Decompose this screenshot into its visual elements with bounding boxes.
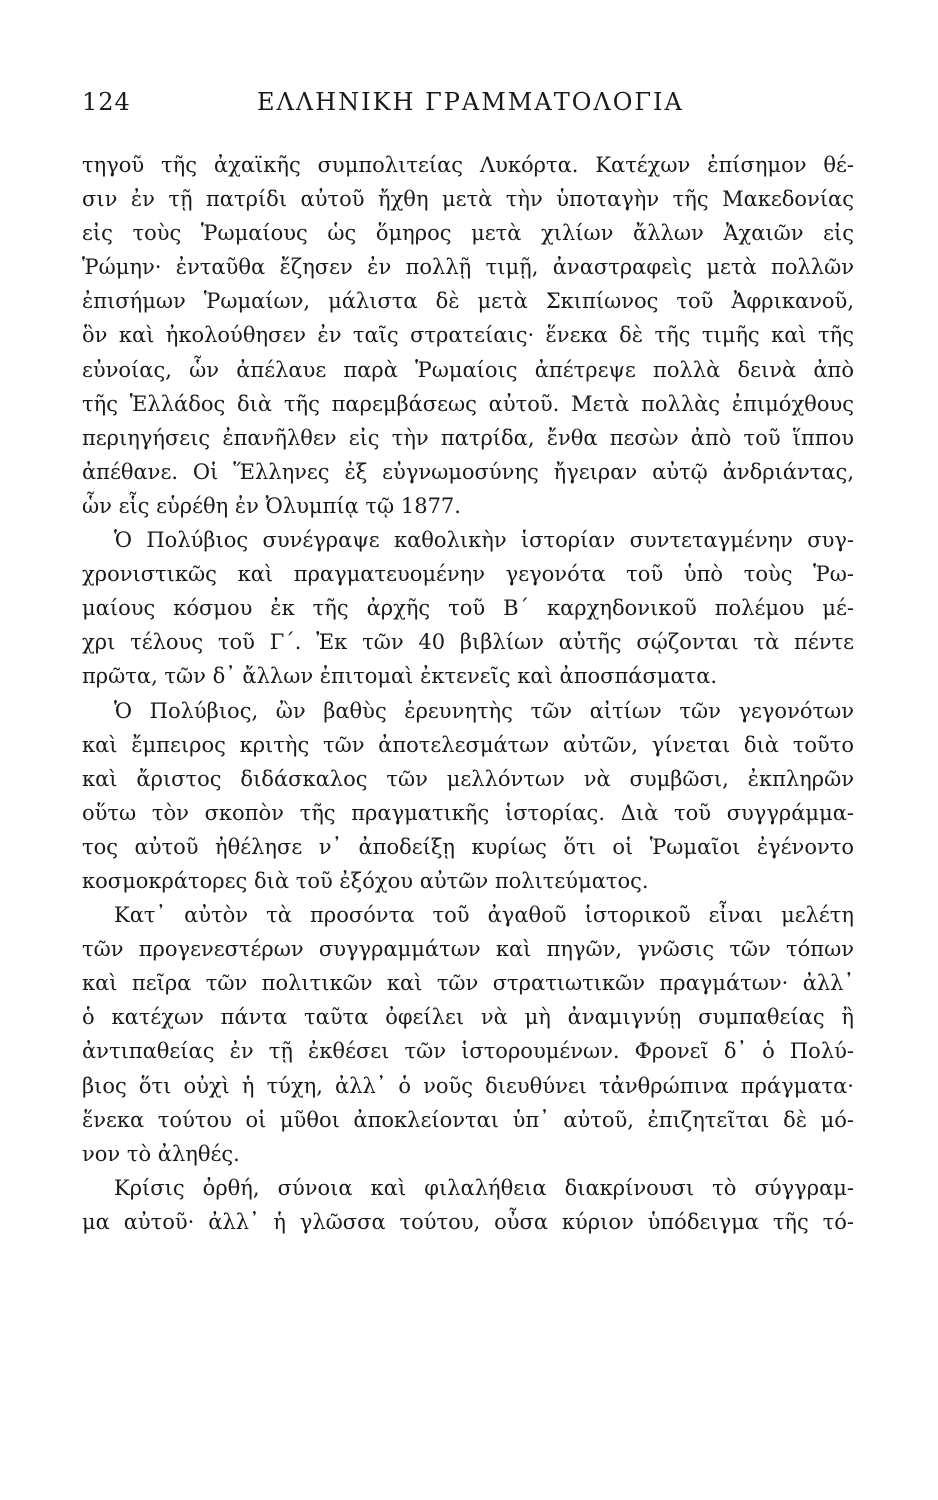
text-line: εἰς τοὺς Ῥωμαίους ὡς ὅμηρος μετὰ χιλίων ἄλλων Ἀχαιῶν εἰς [82,221,854,246]
paragraph [82,898,854,1171]
text-line: ὧν εἷς εὑρέθη ἐν Ὀλυμπίᾳ τῷ 1877. [82,493,461,518]
text-line: Ὁ Πολύβιος συνέγραψε καθολικὴν ἱστορίαν συντεταγμένην συγ- [114,528,854,553]
text-line: ὃν καὶ ἠκολούθησεν ἐν ταῖς στρατείαις· ἕνεκα δὲ τῆς τιμῆς καὶ τῆς [82,323,854,348]
text-line: εὐνοίας, ὧν ἀπέλαυε παρὰ Ῥωμαίοις ἀπέτρεψε πολλὰ δεινὰ ἀπὸ [82,357,854,382]
text-line: ὁ κατέχων πάντα ταῦτα ὀφείλει νὰ μὴ ἀναμιγνύῃ συμπαθείας ἢ [82,1005,854,1030]
text-line: κοσμοκράτορες διὰ τοῦ ἐξόχου αὐτῶν πολιτεύματος. [82,868,649,893]
page-number: 124 [82,88,131,116]
text-line: Κρίσις ὀρθή, σύνοια καὶ φιλαλήθεια διακρίνουσι τὸ σύγγραμ- [114,1175,854,1200]
text-line: οὕτω τὸν σκοπὸν τῆς πραγματικῆς ἱστορίας. Διὰ τοῦ συγγράμμα- [82,800,854,825]
text-line: καὶ ἄριστος διδάσκαλος τῶν μελλόντων νὰ συμβῶσι, ἐκπληρῶν [82,766,854,791]
text-line: σιν ἐν τῇ πατρίδι αὐτοῦ ἤχθη μετὰ τὴν ὑποταγὴν τῆς Μακεδονίας [82,187,854,212]
page-header [82,88,852,128]
text-line: τος αὐτοῦ ἠθέλησε ν᾽ ἀποδείξῃ κυρίως ὅτι οἱ Ῥωμαῖοι ἐγένοντο [82,834,854,859]
text-line: Ῥώμην· ἐνταῦθα ἔζησεν ἐν πολλῇ τιμῇ, ἀναστραφεὶς μετὰ πολλῶν [82,255,854,280]
running-title: ΕΛΛΗΝΙΚΗ ΓΡΑΜΜΑΤΟΛΟΓΙΑ [257,88,684,116]
text-line: χρι τέλους τοῦ Γ΄. Ἐκ τῶν 40 βιβλίων αὐτῆς σῴζονται τὰ πέντε [82,630,854,655]
text-line: τῶν προγενεστέρων συγγραμμάτων καὶ πηγῶν, γνῶσις τῶν τόπων [82,937,854,962]
text-line: Κατ᾽ αὐτὸν τὰ προσόντα τοῦ ἀγαθοῦ ἱστορικοῦ εἶναι μελέτη [114,903,854,928]
text-line: ἀπέθανε. Οἱ Ἕλληνες ἐξ εὐγνωμοσύνης ἤγειραν αὐτῷ ἀνδριάντας, [82,459,854,484]
text-line: νον τὸ ἀληθές. [82,1141,240,1166]
paragraph [82,148,854,523]
text-line: μαίους κόσμου ἐκ τῆς ἀρχῆς τοῦ Β΄ καρχηδονικοῦ πολέμου μέ- [82,596,854,621]
text-line: ἕνεκα τούτου οἱ μῦθοι ἀποκλείονται ὑπ᾽ αὐτοῦ, ἐπιζητεῖται δὲ μό- [82,1107,854,1132]
text-line: Ὁ Πολύβιος, ὢν βαθὺς ἐρευνητὴς τῶν αἰτίων τῶν γεγονότων [114,698,854,723]
paragraph [82,523,854,693]
text-line: ἐπισήμων Ῥωμαίων, μάλιστα δὲ μετὰ Σκιπίωνος τοῦ Ἀφρικανοῦ, [82,289,854,314]
text-line: τῆς Ἑλλάδος διὰ τῆς παρεμβάσεως αὐτοῦ. Μετὰ πολλὰς ἐπιμόχθους [82,391,854,416]
text-line: περιηγήσεις ἐπανῆλθεν εἰς τὴν πατρίδα, ἔνθα πεσὼν ἀπὸ τοῦ ἵππου [82,425,854,450]
text-line: πρῶτα, τῶν δ᾽ ἄλλων ἐπιτομαὶ ἐκτενεῖς καὶ ἀποσπάσματα. [82,664,718,689]
body-text [82,148,854,1239]
paragraph [82,1171,854,1239]
text-line: χρονιστικῶς καὶ πραγματευομένην γεγονότα τοῦ ὑπὸ τοὺς Ῥω- [82,562,854,587]
text-line: καὶ ἔμπειρος κριτὴς τῶν ἀποτελεσμάτων αὐτῶν, γίνεται διὰ τοῦτο [82,732,854,757]
text-line: μα αὐτοῦ· ἀλλ᾽ ἡ γλῶσσα τούτου, οὖσα κύριον ὑπόδειγμα τῆς τό- [82,1209,854,1234]
text-line: τηγοῦ τῆς ἀχαϊκῆς συμπολιτείας Λυκόρτα. Κατέχων ἐπίσημον θέ- [82,153,854,177]
paragraph [82,694,854,899]
text-line: καὶ πεῖρα τῶν πολιτικῶν καὶ τῶν στρατιωτικῶν πραγμάτων· ἀλλ᾽ [82,971,854,996]
text-line: βιος ὅτι οὐχὶ ἡ τύχη, ἀλλ᾽ ὁ νοῦς διευθύνει τἀνθρώπινα πράγματα· [82,1073,854,1098]
text-line: ἀντιπαθείας ἐν τῇ ἐκθέσει τῶν ἱστορουμένων. Φρονεῖ δ᾽ ὁ Πολύ- [82,1039,854,1064]
